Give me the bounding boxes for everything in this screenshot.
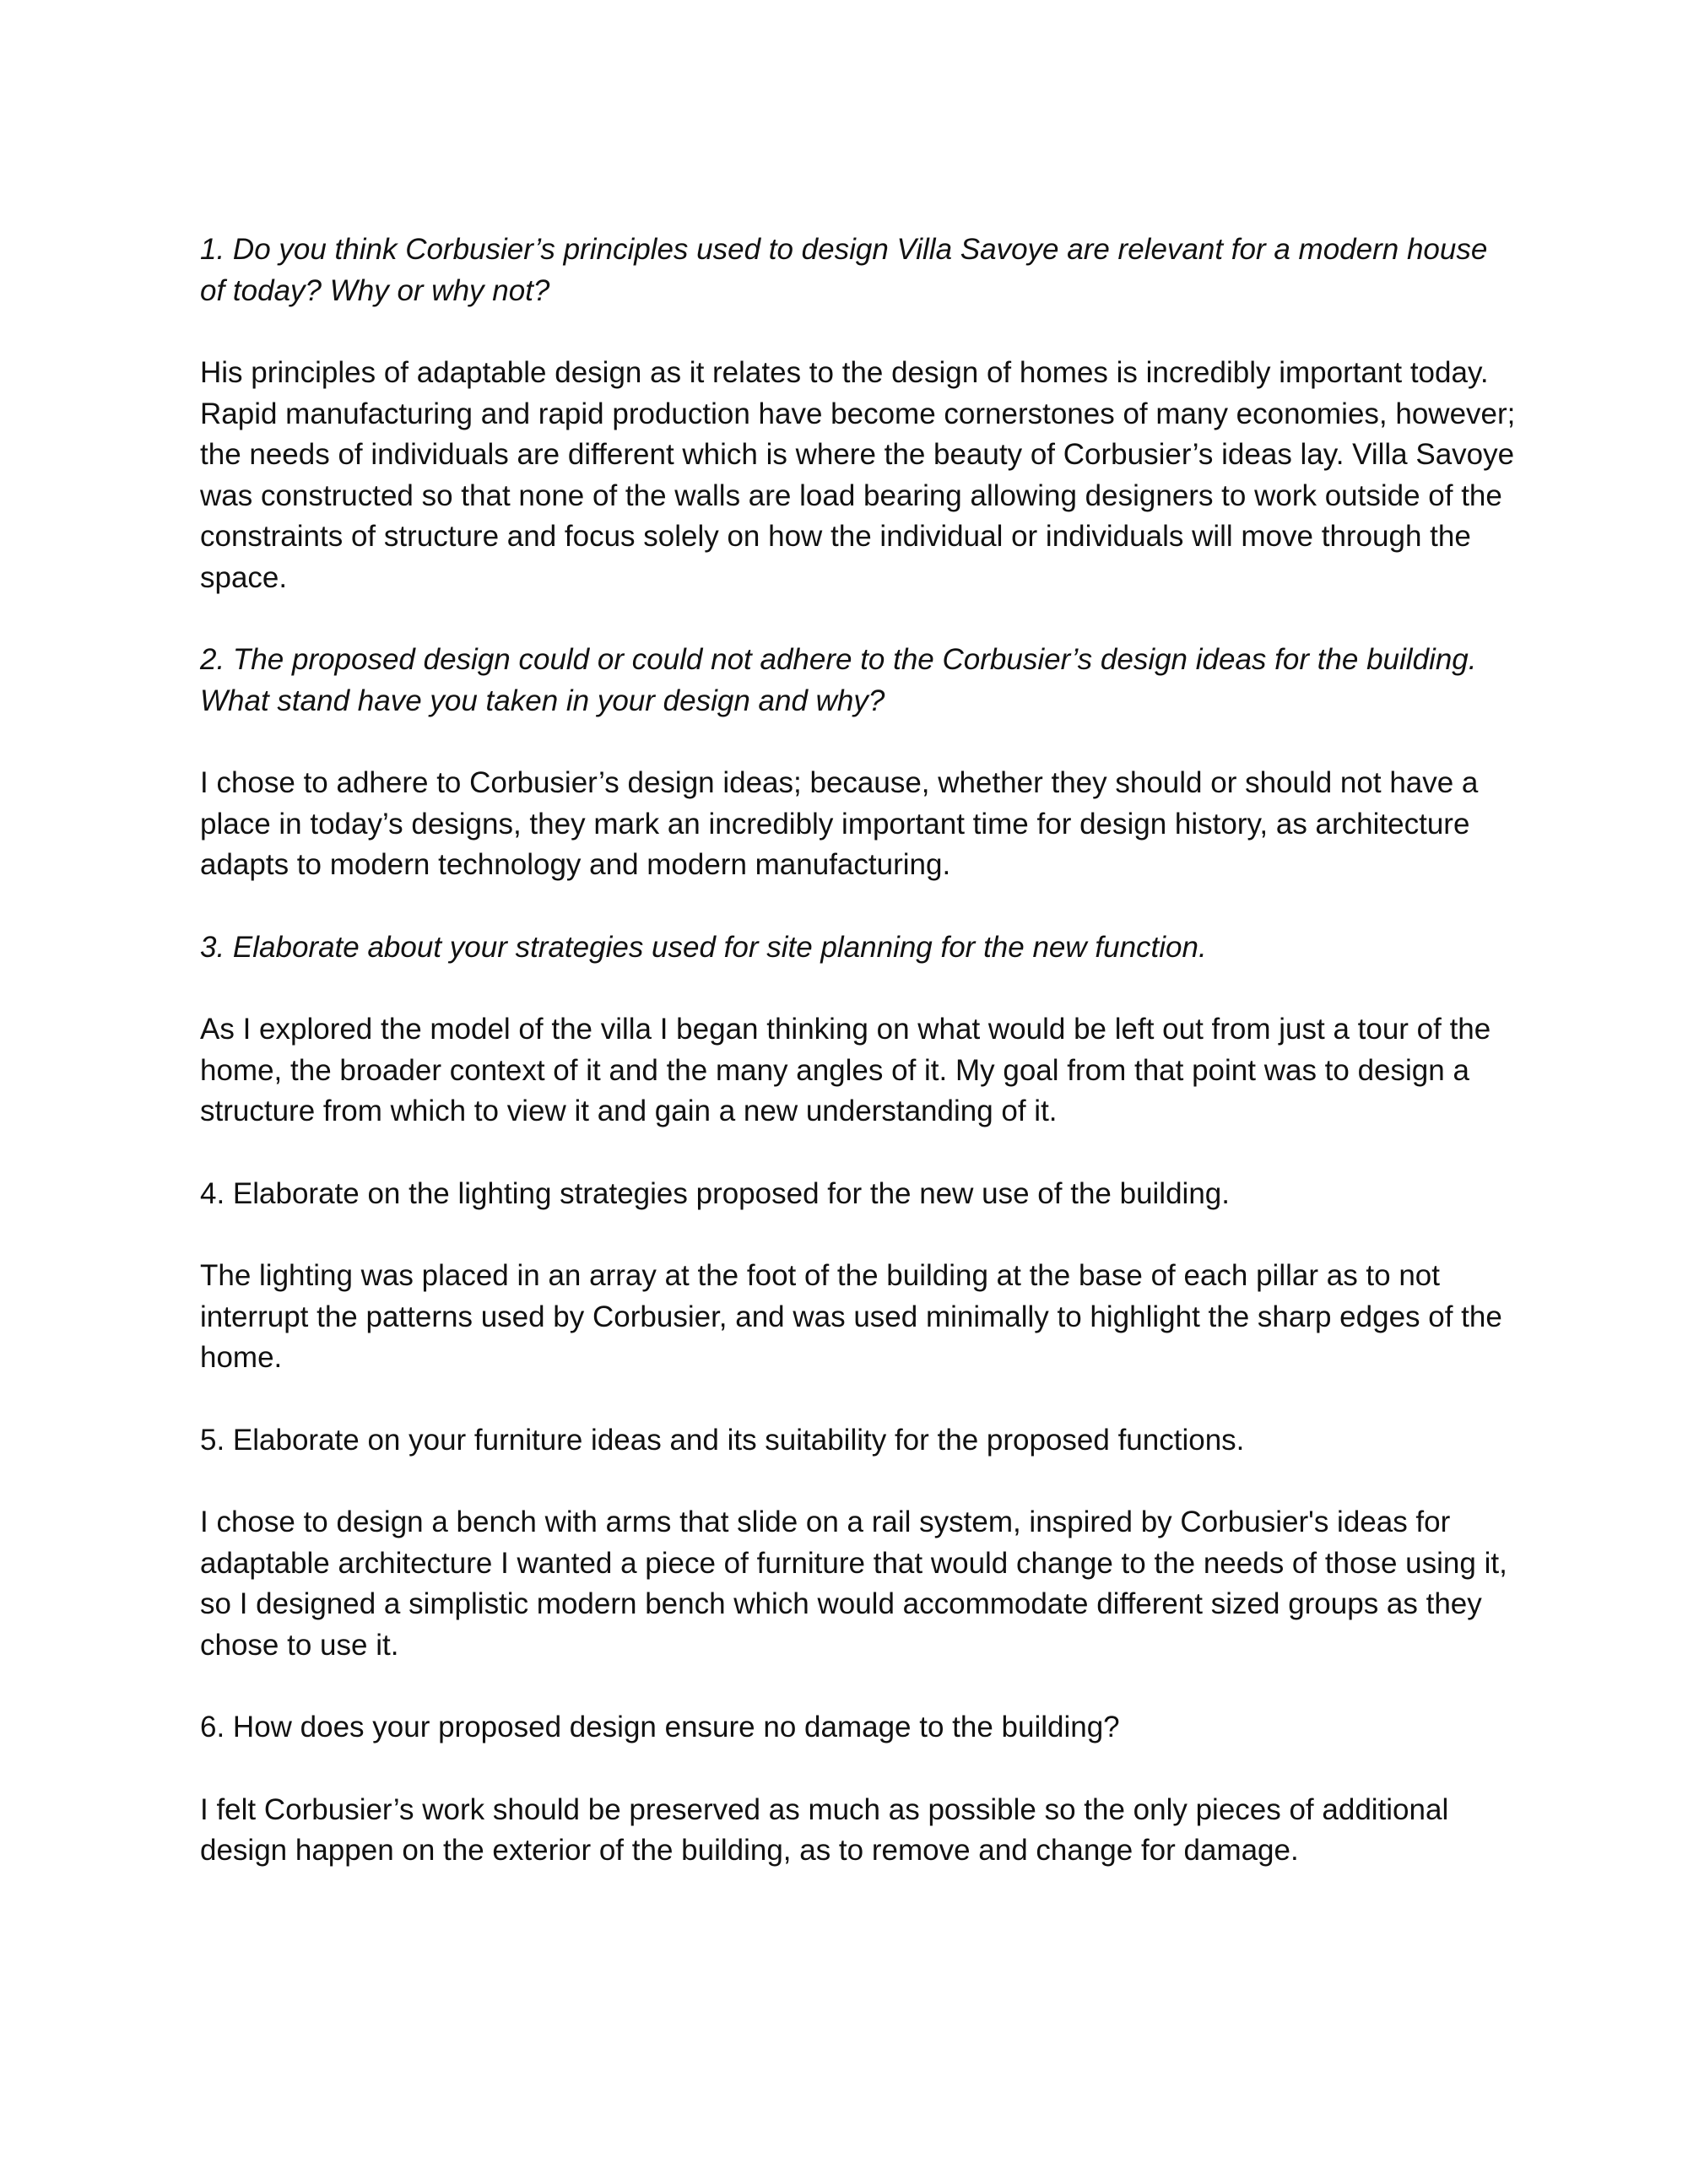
answer-6: I felt Corbusier’s work should be preserved as much as possible so the only pieces of additional design happen on the exterior of the building, as to remove and change for damage. <box>200 1792 1449 1867</box>
answer-3: As I explored the model of the villa I began thinking on what would be left out from just a tour of the home, the broader context of it and the many angles of it. My goal from that point was to design a structure from which to view it and gain a new understanding of it. <box>200 1013 1491 1127</box>
answer-5: I chose to design a bench with arms that slide on a rail system, inspired by Corbusier's ideas for adaptable architecture I wanted a piece of furniture that would change to the needs of those using it, so I designed a simplistic modern bench which would accommodate different sized groups as they chose to use it. <box>200 1506 1507 1662</box>
answer-2: I chose to adhere to Corbusier’s design ideas; because, whether they should or should not have a place in today’s designs, they mark an incredibly important time for design history, as architecture adapts to modern technology and modern manufacturing. <box>200 766 1479 881</box>
answer-1: His principles of adaptable design as it relates to the design of homes is incredibly important today. Rapid manufacturing and rapid production have become cornerstones of many economies, however; the needs of individuals are different which is where the beauty of Corbusier’s ideas lay. Villa Savoye was constructed so that none of the walls are load bearing allowing designers to work outside of the constraints of structure and focus solely on how the individual or individuals will move through the space. <box>200 356 1516 594</box>
question-3: 3. Elaborate about your strategies used for site planning for the new function. <box>200 930 1207 964</box>
question-4: 4. Elaborate on the lighting strategies proposed for the new use of the building. <box>200 1176 1230 1210</box>
question-5: 5. Elaborate on your furniture ideas and its suitability for the proposed functions. <box>200 1423 1245 1457</box>
question-1: 1. Do you think Corbusier’s principles used to design Villa Savoye are relevant for a modern house of today? Why or why not? <box>200 233 1488 307</box>
answer-4: The lighting was placed in an array at the foot of the building at the base of each pillar as to not interrupt the patterns used by Corbusier, and was used minimally to highlight the sharp edges of the home. <box>200 1259 1502 1374</box>
question-6: 6. How does your proposed design ensure no damage to the building? <box>200 1711 1120 1743</box>
question-2: 2. The proposed design could or could not adhere to the Corbusier’s design ideas for the building. What stand have you taken in your design and why? <box>200 643 1477 717</box>
document-body <box>200 230 1517 1913</box>
